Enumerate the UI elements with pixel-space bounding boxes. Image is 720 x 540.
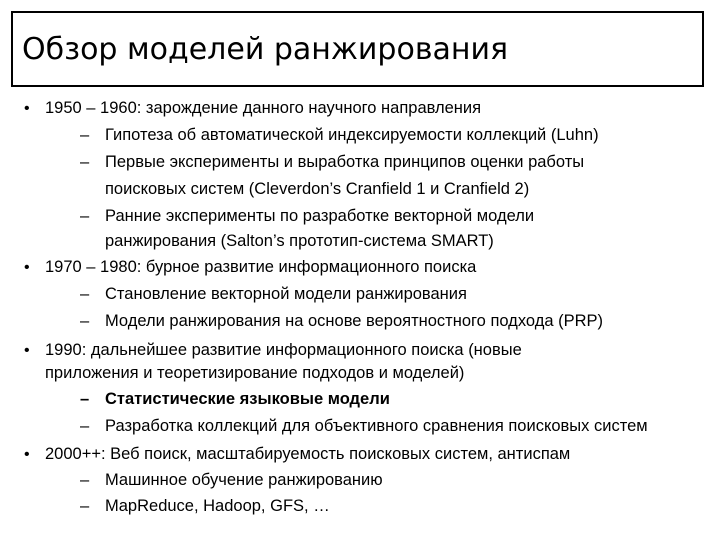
sub-bullet-line: Первые эксперименты и выработка принципов оценки работы (105, 153, 585, 171)
sub-bullet-line: ранжирования (Salton’s прототип-система SMART) (105, 232, 494, 250)
sub-bullet-line: поисковых систем (Cleverdon’s Cranfield 1 и Cranfield 2) (105, 180, 530, 198)
dash-marker: – (80, 417, 90, 435)
dash-marker: – (80, 497, 90, 515)
dash-marker: – (80, 390, 90, 408)
bullet-line: 2000++: Веб поиск, масштабируемость поисковых систем, антиспам (45, 445, 571, 463)
sub-bullet-line: MapReduce, Hadoop, GFS, … (105, 497, 330, 515)
dash-marker: – (80, 126, 90, 144)
sub-bullet-line: Разработка коллекций для объективного сравнения поисковых систем (105, 417, 648, 435)
bullet-marker: • (24, 259, 30, 276)
dash-marker: – (80, 207, 90, 225)
dash-marker: – (80, 285, 90, 303)
bullet-marker: • (24, 342, 30, 359)
sub-bullet-line: Гипотеза об автоматической индексируемости коллекций (Luhn) (105, 126, 599, 144)
sub-bullet-line: Модели ранжирования на основе вероятностного подхода (PRP) (105, 312, 603, 330)
sub-bullet-line: Ранние эксперименты по разработке векторной модели (105, 207, 535, 225)
sub-bullet-line: Машинное обучение ранжированию (105, 471, 383, 489)
sub-bullet-line: Становление векторной модели ранжирования (105, 285, 467, 303)
dash-marker: – (80, 471, 90, 489)
slide-title: Обзор моделей ранжирования (22, 32, 509, 67)
dash-marker: – (80, 312, 90, 330)
bullet-line: 1950 – 1960: зарождение данного научного направления (45, 99, 482, 117)
bullet-marker: • (24, 100, 30, 117)
bullet-line: приложения и теоретизирование подходов и моделей) (45, 364, 465, 382)
bullet-line: 1970 – 1980: бурное развитие информационного поиска (45, 258, 477, 276)
dash-marker: – (80, 153, 90, 171)
sub-bullet-line-bold: Статистические языковые модели (105, 390, 390, 408)
bullet-marker: • (24, 446, 30, 463)
bullet-line: 1990: дальнейшее развитие информационного поиска (новые (45, 341, 522, 359)
